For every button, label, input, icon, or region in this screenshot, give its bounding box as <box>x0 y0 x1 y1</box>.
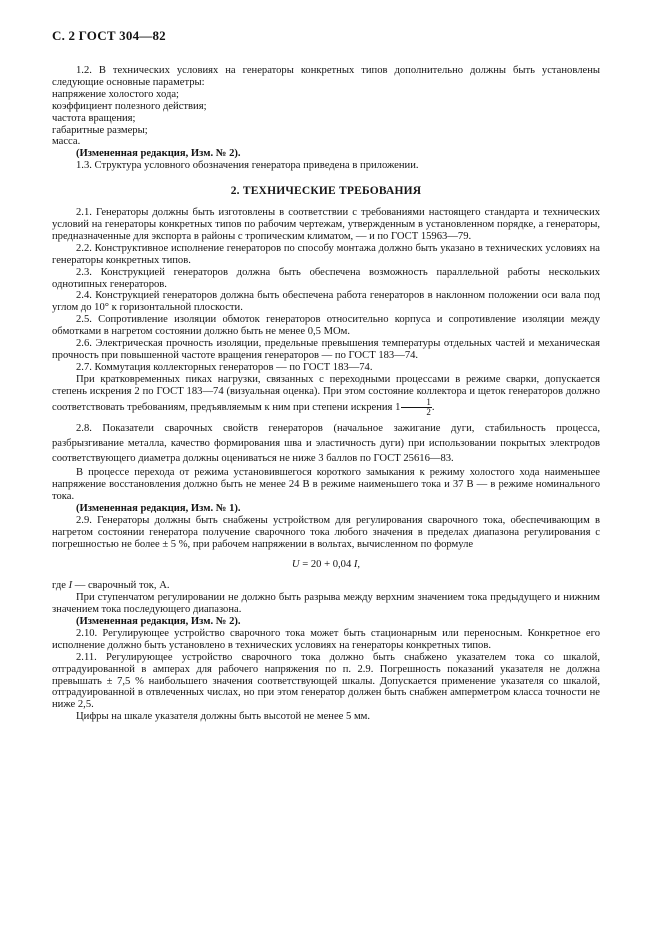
clause-2-8: 2.8. Показатели сварочных свойств генераторов (начальное зажигание дуги, стабильность процесса, разбрызгивание металла, качество формирования шва и эластичность дуги) при использовании покрытых электродов соответствующего диаметра должны оцениваться не ниже 3 баллов по ГОСТ 25616—83. <box>52 422 600 464</box>
amendment-note: (Измененная редакция, Изм. № 1). <box>76 502 241 514</box>
clause-2-9: 2.9. Генераторы должны быть снабжены устройством для регулирования сварочного тока, обеспечивающим в нагретом состоянии генератора получение сварочного тока любого значения в пределах диапазона регулирования с погрешностью не более ± 5 %, при рабочем напряжении в вольтах, вычисленном по формуле <box>52 514 600 550</box>
clause-2-3: 2.3. Конструкцией генераторов должна быть обеспечена возможность параллельной работы нескольких однотипных генераторов. <box>52 266 600 290</box>
clause-2-4: 2.4. Конструкцией генераторов должна быть обеспечена работа генераторов в наклонном положении оси вала под углом до 10° к горизонтальной плоскости. <box>52 290 600 314</box>
clause-2-5: 2.5. Сопротивление изоляции обмоток генераторов относительно корпуса и сопротивление изоляции между обмотками в нагретом состоянии должно быть не менее 0,5 МОм. <box>52 314 600 338</box>
document-body <box>52 65 600 723</box>
clause-2-11-digits: Цифры на шкале указателя должны быть высотой не менее 5 мм. <box>76 711 371 723</box>
clause-2-2: 2.2. Конструктивное исполнение генераторов по способу монтажа должно быть указано в технических условиях на генераторы конкретных типов. <box>52 242 600 266</box>
formula-where <box>52 580 600 592</box>
clause-2-9-step: При ступенчатом регулировании не должно быть разрыва между верхним значением тока предыдущего и нижним значением тока последующего диапазона. <box>52 592 600 616</box>
clause-2-1: 2.1. Генераторы должны быть изготовлены в соответствии с требованиями настоящего стандарта и технических условий на генераторы конкретных типов по рабочим чертежам, утвержденным в установленном порядке, а генераторы, предназначенные для экспорта в районы с тропическим климатом, — и по ГОСТ 15963—79. <box>52 207 600 242</box>
clause-2-7: 2.7. Коммутация коллекторных генераторов — по ГОСТ 183—74. <box>76 361 373 373</box>
clause-2-8-transition: В процессе перехода от режима установившегося короткого замыкания к режиму холостого хода наименьшее напряжение восстановления должно быть не менее 24 В в режиме наименьшего тока и 37 В — в режиме номинального тока. <box>52 467 600 502</box>
param-item: коэффициент полезного действия; <box>52 100 207 112</box>
formula-comma: , <box>357 559 361 571</box>
where-prefix: где <box>52 580 69 592</box>
page-header: С. 2 ГОСТ 304—82 <box>52 28 166 43</box>
param-item: габаритные размеры; <box>52 124 148 136</box>
amendment-note: (Измененная редакция, Изм. № 2). <box>76 616 241 628</box>
param-item: масса. <box>52 136 81 148</box>
fraction-numerator: 1 <box>401 398 432 408</box>
param-item: напряжение холостого хода; <box>52 88 179 100</box>
clause-2-7-sparking <box>52 374 600 417</box>
param-item: частота вращения; <box>52 112 136 124</box>
clause-2-10: 2.10. Регулирующее устройство сварочного тока может быть стационарным или переносным. Конкретное его исполнение должно быть установлено в технических условиях на генераторы конкретных типов. <box>52 627 600 651</box>
clause-1-2: 1.2. В технических условиях на генераторы конкретных типов дополнительно должны быть установлены следующие основные параметры: <box>52 65 600 88</box>
section-heading: 2. ТЕХНИЧЕСКИЕ ТРЕБОВАНИЯ <box>230 185 422 198</box>
where-text: — сварочный ток, А. <box>72 580 170 592</box>
clause-1-3: 1.3. Структура условного обозначения генератора приведена в приложении. <box>76 160 419 172</box>
clause-2-7-sparking-text: При кратковременных пиках нагрузки, связанных с переходными процессами в режиме сварки, допускается степень искрения 2 по ГОСТ 183—74 (визуальная оценка). При этом состояние коллектора и щеток генераторов должно соответствовать требованиям, предъявляемым к ним при степени искрения 1 <box>52 373 600 413</box>
sentence-end: . <box>431 401 435 413</box>
clause-2-6: 2.6. Электрическая прочность изоляции, предельные превышения температуры отдельных частей и механическая прочность при повышенной частоте вращения генераторов — по ГОСТ 183—74. <box>52 338 600 361</box>
where-var: I <box>68 580 73 592</box>
clause-2-11: 2.11. Регулирующее устройство сварочного тока должно быть снабжено указателем тока со шкалой, отградуированной в амперах для рабочего напряжения по п. 2.9. Погрешность показаний указателя не должна превышать ± 7,5 % наибольшего значения соответствующей шкалы. Допускается применение указателя со шкалой, отградуированной в отвлеченных числах, но при этом генератор должен быть снабжен амперметром класса точности не ниже 2,5. <box>52 651 600 711</box>
formula-expression: = 20 + 0,04 <box>299 559 354 571</box>
formula-var-u: U <box>291 559 300 571</box>
fraction <box>401 398 432 417</box>
voltage-formula <box>52 559 600 571</box>
fraction-denominator: 2 <box>426 406 431 417</box>
amendment-note: (Измененная редакция, Изм. № 2). <box>76 148 241 160</box>
formula-var-i: I <box>353 559 358 571</box>
